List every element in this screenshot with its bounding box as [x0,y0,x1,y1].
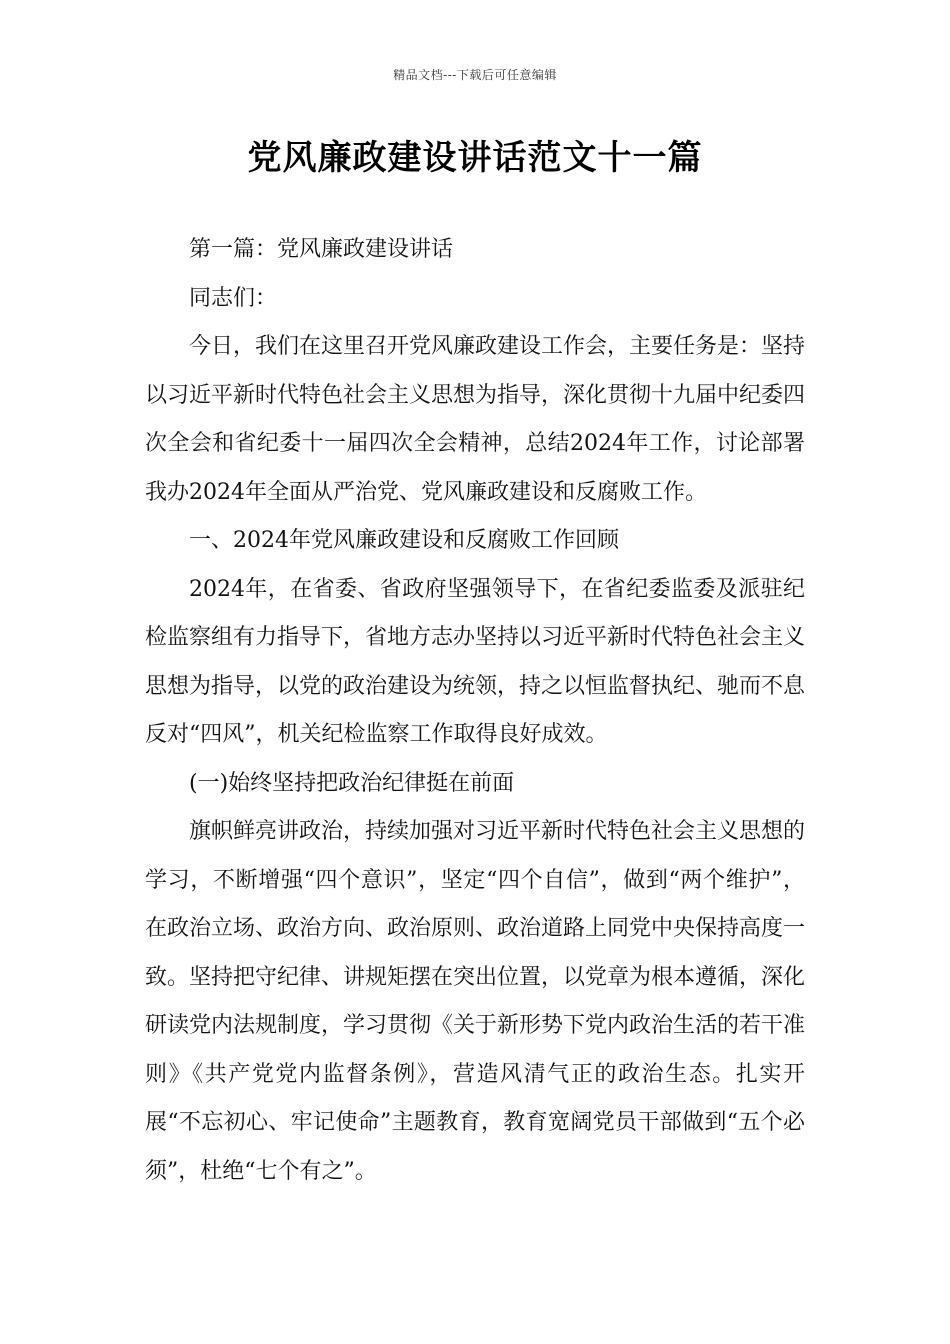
section-heading: 第一篇：党风廉政建设讲话 [189,237,454,262]
paragraph: 2024年，在省委、省政府坚强领导下，在省纪委监委及派驻纪检监察组有力指导下，省地方志办坚持以习近平新时代特色社会主义思想为指导，以党的政治建设为统领，持之以恒监督执纪、驰而不息反对“四风”，机关纪检监察工作取得良好成效。 [145,576,806,747]
paragraph: 旗帜鲜亮讲政治，持续加强对习近平新时代特色社会主义思想的学习，不断增强“四个意识”，坚定“四个自信”，做到“两个维护”，在政治立场、政治方向、政治原则、政治道路上同党中央保持高度一致。坚持把守纪律、讲规矩摆在突出位置，以党章为根本遵循，深化研读党内法规制度，学习贯彻《关于新形势下党内政治生活的若干准则》《共产党党内监督条例》，营造风清气正的政治生态。扎实开展“不忘初心、牢记使命”主题教育，教育宽阔党员干部做到“五个必须”，杜绝“七个有之”。 [145,819,806,1184]
page-header: 精品文档---下载后可任意编辑 [393,68,557,82]
document-body [145,226,805,1196]
paragraph: 今日，我们在这里召开党风廉政建设工作会，主要任务是：坚持以习近平新时代特色社会主义思想为指导，深化贯彻十九届中纪委四次全会和省纪委十一届四次全会精神，总结2024年工作，讨论部署我办2024年全面从严治党、党风廉政建设和反腐败工作。 [145,334,806,505]
subsection-heading: (一)始终坚持把政治纪律挺在前面 [189,770,515,796]
salutation: 同志们： [189,285,278,311]
section-heading: 一、2024年党风廉政建设和反腐败工作回顾 [189,528,619,553]
document-title: 党风廉政建设讲话范文十一篇 [247,138,703,178]
